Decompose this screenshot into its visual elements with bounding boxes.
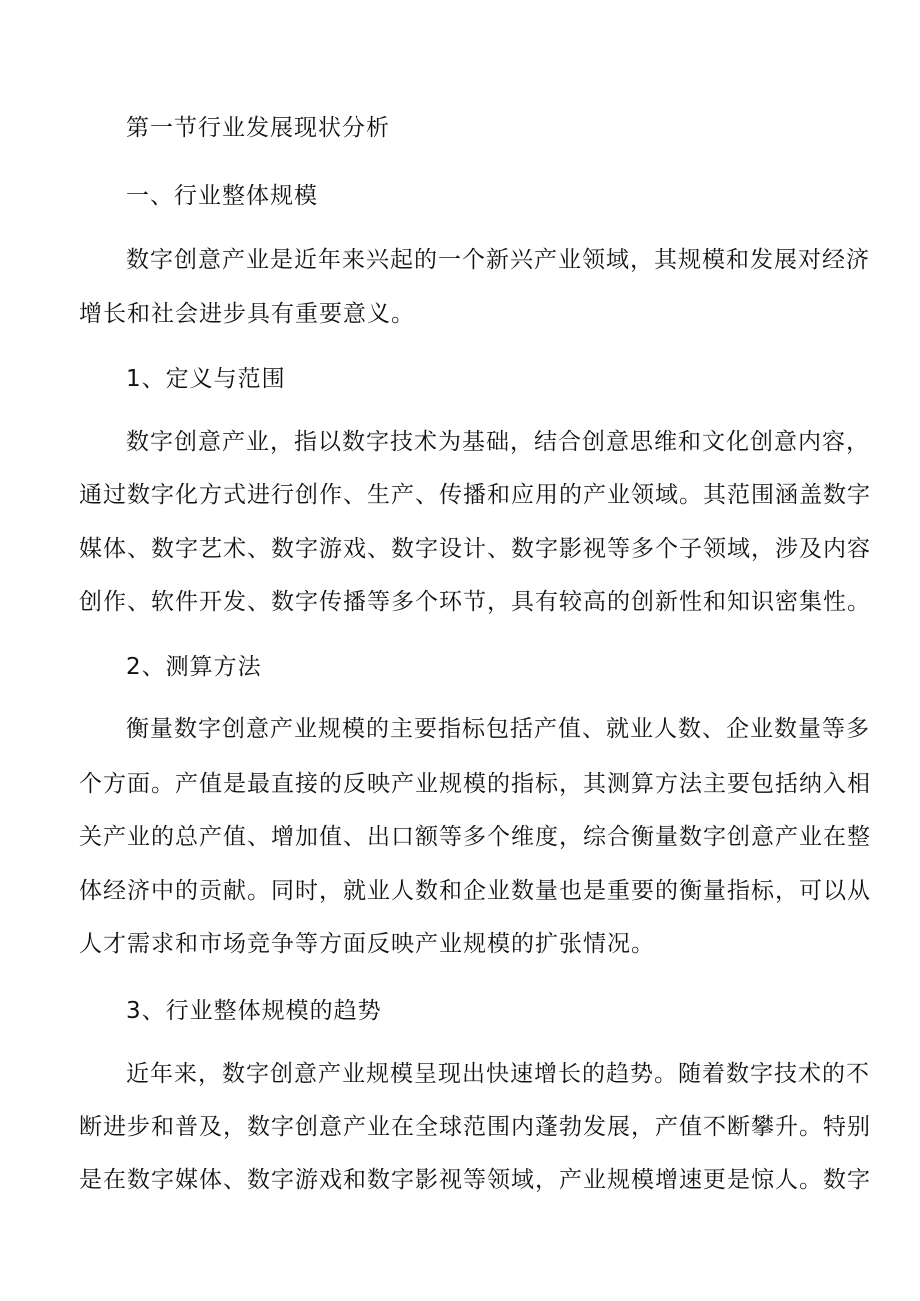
definition-line-4: 创作、软件开发、数字传播等多个环节，具有较高的创新性和知识密集性。 — [79, 589, 871, 615]
method-line-4: 体经济中的贡献。同时，就业人数和企业数量也是重要的衡量指标，可以从 — [79, 878, 871, 904]
subheading-definition-scope: 1、定义与范围 — [126, 366, 286, 392]
subheading-scale-trend: 3、行业整体规模的趋势 — [126, 998, 382, 1024]
trend-line-3: 是在数字媒体、数字游戏和数字影视等领域，产业规模增速更是惊人。数字 — [79, 1167, 871, 1193]
definition-line-1: 数字创意产业，指以数字技术为基础，结合创意思维和文化创意内容， — [126, 429, 870, 455]
definition-line-3: 媒体、数字艺术、数字游戏、数字设计、数字影视等多个子领域，涉及内容 — [79, 536, 871, 562]
method-line-5: 人才需求和市场竞争等方面反映产业规模的扩张情况。 — [79, 931, 655, 957]
method-line-3: 关产业的总产值、增加值、出口额等多个维度，综合衡量数字创意产业在整 — [79, 824, 871, 850]
heading-industry-scale: 一、行业整体规模 — [126, 183, 318, 209]
trend-line-1: 近年来，数字创意产业规模呈现出快速增长的趋势。随着数字技术的不 — [126, 1061, 870, 1087]
trend-line-2: 断进步和普及，数字创意产业在全球范围内蓬勃发展，产值不断攀升。特别 — [79, 1114, 871, 1140]
intro-line-1: 数字创意产业是近年来兴起的一个新兴产业领域，其规模和发展对经济 — [126, 247, 870, 273]
definition-line-2: 通过数字化方式进行创作、生产、传播和应用的产业领域。其范围涵盖数字 — [79, 482, 871, 508]
intro-line-2: 增长和社会进步具有重要意义。 — [79, 301, 415, 327]
method-line-1: 衡量数字创意产业规模的主要指标包括产值、就业人数、企业数量等多 — [126, 716, 870, 742]
section-title: 第一节行业发展现状分析 — [126, 115, 390, 141]
subheading-measurement-method: 2、测算方法 — [126, 654, 262, 680]
method-line-2: 个方面。产值是最直接的反映产业规模的指标，其测算方法主要包括纳入相 — [79, 771, 871, 797]
